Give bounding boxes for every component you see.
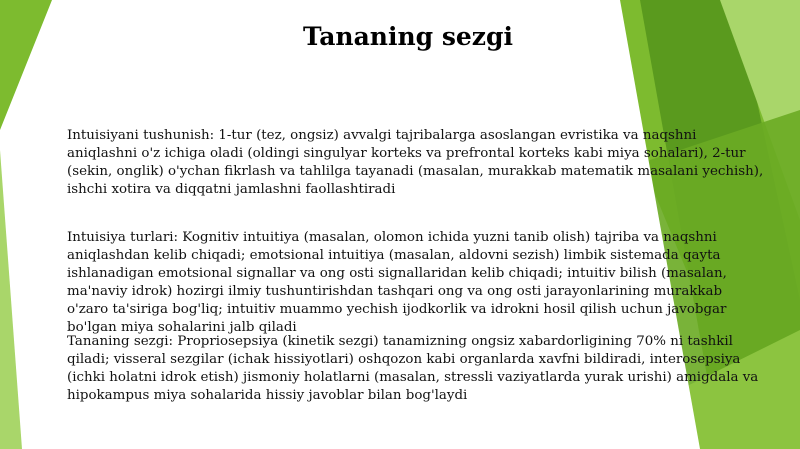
paragraph-intuition-types: Intuisiya turlari: Kognitiv intuitiya (masalan, olomon ichida yuzni tanib olish) tajriba va naqshni aniqlashdan kelib chiqadi; emotsional intuitiya (masalan, aldovni sezish) limbik sistemada qayta ishlanadigan emotsional signallar va ong osti signallaridan kelib chiqadi; intuitiv bilish (masalan, ma'naviy idrok) hozirgi ilmiy tushuntirishdan tashqari ong va ong osti jarayonlarining murakkab o'zaro ta'siriga bog'liq; intuitiv muammo yechish ijodkorlik va idrokni hosil qilish uchun javobgar bo'lgan miya sohalarini jalb qiladi — [67, 230, 727, 335]
paragraph-body-sense: Tananing sezgi: Propriosepsiya (kinetik sezgi) tanamizning ongsiz xabardorligining 70% ni tashkil qiladi; visseral sezgilar (ichak hissiyotlari) oshqozon kabi organlarda xavfni bildiradi, interosepsiya (ichki holatni idrok etish) jismoniy holatlarni (masalan, stressli vaziyatlarda yurak urishi) amigdala va hipokampus miya sohalarida hissiy javoblar bilan bog'laydi — [67, 334, 759, 403]
paragraph-intuition-understanding: Intuisiyani tushunish: 1-tur (tez, ongsiz) avvalgi tajribalarga asoslangan evristika va naqshni aniqlashni o'z ichiga oladi (oldingi singulyar korteks va prefrontal korteks kabi miya sohalari), 2-tur (sekin, onglik) o'ychan fikrlash va tahlilga tayanadi (masalan, murakkab matematik masalani yechish), ishchi xotira va diqqatni jamlashni faollashtiradi — [67, 128, 764, 197]
slide-title: Tananing sezgi — [303, 22, 513, 51]
